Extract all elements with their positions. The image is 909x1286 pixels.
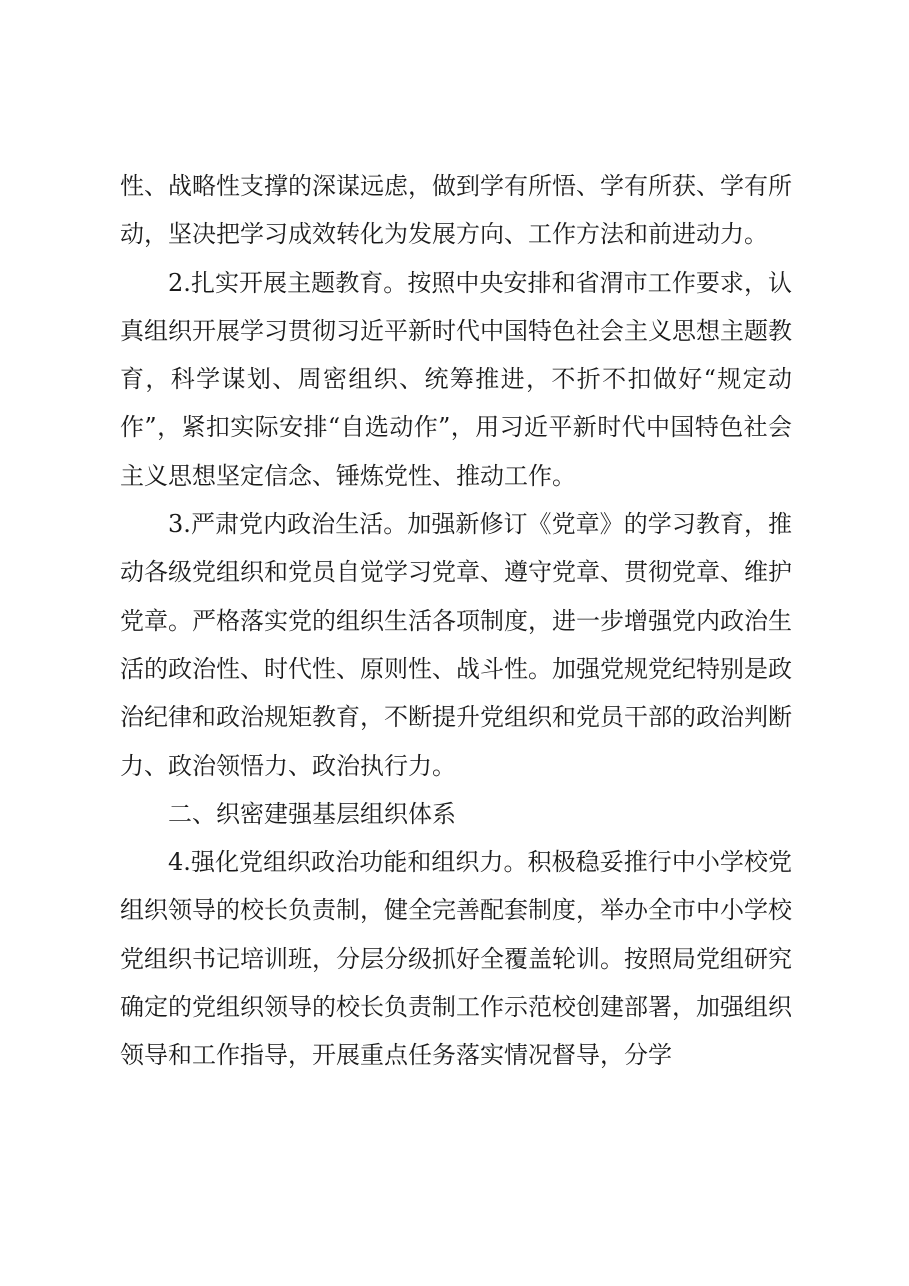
paragraph-item-2: 2.扎实开展主题教育。按照中央安排和省渭市工作要求，认真组织开展学习贯彻习近平新时代中国特色社会主义思想主题教育，科学谋划、周密组织、统筹推进，不折不扣做好“规定动作”，紧扣实际安排“自选动作”，用习近平新时代中国特色社会主义思想坚定信念、锤炼党性、推动工作。 [120,268,792,490]
paragraph-continuation: 性、战略性支撑的深谋远虑，做到学有所悟、学有所获、学有所动，坚决把学习成效转化为发展方向、工作方法和前进动力。 [120,172,792,249]
paragraph-item-4: 4.强化党组织政治功能和组织力。积极稳妥推行中小学校党组织领导的校长负责制，健全完善配套制度，举办全市中小学校党组织书记培训班，分层分级抓好全覆盖轮训。按照局党组研究确定的党组织领导的校长负责制工作示范校创建部署，加强组织领导和工作指导，开展重点任务落实情况督导，分学 [120,848,792,1070]
paragraph-item-3: 3.严肃党内政治生活。加强新修订《党章》的学习教育，推动各级党组织和党员自觉学习党章、遵守党章、贯彻党章、维护党章。严格落实党的组织生活各项制度，进一步增强党内政治生活的政治性、时代性、原则性、战斗性。加强党规党纪特别是政治纪律和政治规矩教育，不断提升党组织和党员干部的政治判断力、政治领悟力、政治执行力。 [120,510,792,780]
section-heading: 二、织密建强基层组织体系 [168,799,456,828]
document-body [120,162,792,1080]
